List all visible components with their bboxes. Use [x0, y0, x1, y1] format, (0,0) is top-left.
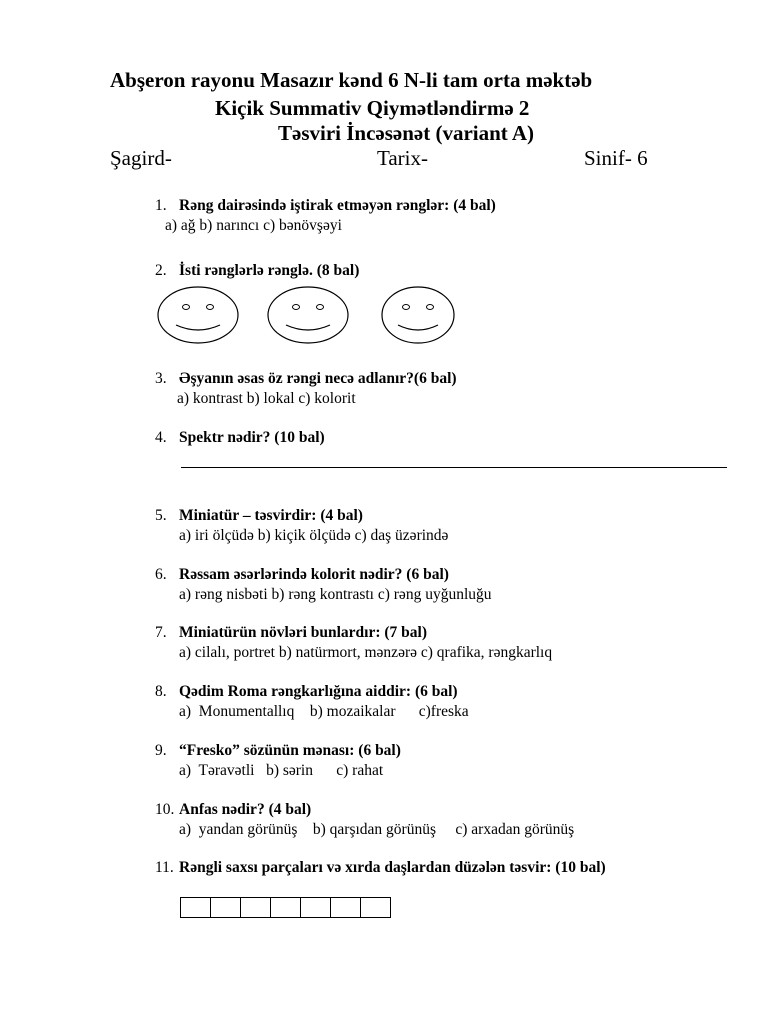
question-7 [155, 623, 552, 663]
answer-options: a) Monumentallıq b) mozaikalar c)freska [179, 703, 469, 720]
question-number: 1. [155, 197, 167, 214]
question-number: 11. [155, 859, 174, 876]
letter-box[interactable] [211, 898, 241, 917]
assessment-title: Kiçik Summativ Qiymətləndirmə 2 [215, 96, 530, 120]
letter-box[interactable] [331, 898, 361, 917]
question-number: 8. [155, 683, 167, 700]
answer-options: a) yandan görünüş b) qarşıdan görünüş c) arxadan görünüş [179, 821, 575, 838]
question-9 [155, 741, 401, 781]
faces-coloring-area [156, 285, 456, 345]
question-text: Miniatür – təsvirdir: (4 bal) [179, 507, 363, 524]
answer-line[interactable] [181, 467, 727, 468]
question-text: Qədim Roma rəngkarlığına aiddir: (6 bal) [179, 683, 458, 700]
question-3 [155, 369, 457, 409]
class-label: Sinif- 6 [584, 146, 648, 170]
answer-options: a) kontrast b) lokal c) kolorit [177, 390, 356, 407]
question-5 [155, 506, 448, 546]
question-1 [155, 196, 496, 236]
question-10 [155, 800, 574, 840]
smiley-face-icon[interactable] [158, 287, 238, 343]
question-8 [155, 682, 469, 722]
question-text: Rəng dairəsində iştirak etməyən rənglər: (4 bal) [179, 197, 496, 214]
question-4 [155, 428, 325, 448]
letter-box[interactable] [241, 898, 271, 917]
question-number: 2. [155, 262, 167, 279]
question-text: İsti rənglərlə rənglə. (8 bal) [179, 262, 360, 279]
question-text: Spektr nədir? (10 bal) [179, 429, 325, 446]
letter-box[interactable] [181, 898, 211, 917]
question-number: 9. [155, 742, 167, 759]
letter-box[interactable] [271, 898, 301, 917]
letter-answer-boxes [180, 897, 391, 918]
smiley-face-icon[interactable] [382, 287, 454, 343]
question-11 [155, 858, 606, 878]
question-2 [155, 261, 359, 281]
question-6 [155, 565, 492, 605]
question-number: 4. [155, 429, 167, 446]
question-number: 10. [155, 801, 175, 818]
question-text: Rəssam əsərlərində kolorit nədir? (6 bal) [179, 566, 449, 583]
smiley-face-icon[interactable] [268, 287, 348, 343]
date-label: Tarix- [377, 146, 429, 170]
letter-box[interactable] [301, 898, 331, 917]
subject-variant: Təsviri İncəsənət (variant A) [278, 121, 535, 145]
student-label: Şagird- [110, 146, 172, 170]
question-text: Rəngli saxsı parçaları və xırda daşlardan düzələn təsvir: (10 bal) [179, 859, 606, 876]
question-number: 3. [155, 370, 167, 387]
question-number: 6. [155, 566, 167, 583]
answer-options: a) cilalı, portret b) natürmort, mənzərə c) qrafika, rəngkarlıq [179, 644, 553, 661]
question-number: 7. [155, 624, 167, 641]
answer-options: a) rəng nisbəti b) rəng kontrastı c) rəng uyğunluğu [179, 586, 492, 603]
answer-options: a) iri ölçüdə b) kiçik ölçüdə c) daş üzərində [179, 527, 449, 544]
question-text: Əşyanın əsas öz rəngi necə adlanır?(6 bal) [179, 370, 457, 387]
question-text: Miniatürün növləri bunlardır: (7 bal) [179, 624, 428, 641]
letter-box[interactable] [361, 898, 390, 917]
question-text: “Fresko” sözünün mənası: (6 bal) [179, 742, 401, 759]
answer-options: a) Təravətli b) sərin c) rahat [179, 762, 384, 779]
question-number: 5. [155, 507, 167, 524]
school-name: Abşeron rayonu Masazır kənd 6 N-li tam orta məktəb [110, 68, 593, 92]
question-text: Anfas nədir? (4 bal) [179, 801, 312, 818]
answer-options: a) ağ b) narıncı c) bənövşəyi [165, 217, 342, 234]
